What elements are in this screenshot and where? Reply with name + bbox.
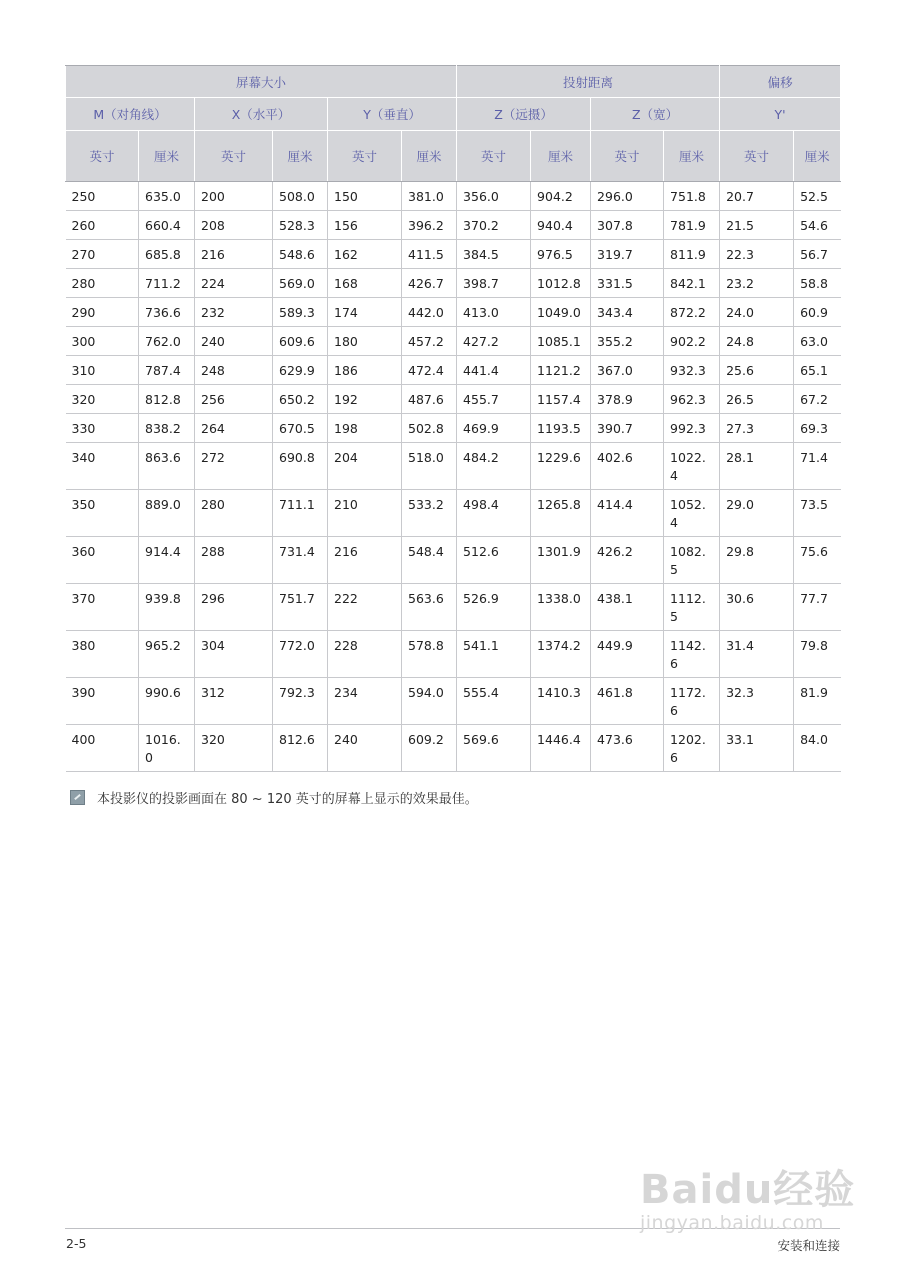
table-cell: 52.5 bbox=[794, 182, 841, 211]
header-wide: Z（宽） bbox=[591, 98, 720, 131]
table-cell: 670.5 bbox=[273, 414, 328, 443]
unit-header-cell: 厘米 bbox=[664, 131, 720, 182]
table-cell: 472.4 bbox=[402, 356, 457, 385]
header-offset: 偏移 bbox=[720, 66, 841, 98]
table-cell: 240 bbox=[195, 327, 273, 356]
table-row bbox=[66, 490, 841, 537]
table-row bbox=[66, 211, 841, 240]
table-row bbox=[66, 631, 841, 678]
table-cell: 186 bbox=[328, 356, 402, 385]
table-cell: 1229.6 bbox=[531, 443, 591, 490]
watermark-main: Baidu经验 bbox=[640, 1167, 856, 1213]
table-row bbox=[66, 356, 841, 385]
table-cell: 427.2 bbox=[457, 327, 531, 356]
table-cell: 1193.5 bbox=[531, 414, 591, 443]
table-cell: 28.1 bbox=[720, 443, 794, 490]
table-cell: 331.5 bbox=[591, 269, 664, 298]
table-cell: 162 bbox=[328, 240, 402, 269]
table-cell: 449.9 bbox=[591, 631, 664, 678]
table-cell: 635.0 bbox=[139, 182, 195, 211]
table-cell: 411.5 bbox=[402, 240, 457, 269]
table-cell: 54.6 bbox=[794, 211, 841, 240]
table-cell: 310 bbox=[66, 356, 139, 385]
page-number: 2-5 bbox=[66, 1236, 87, 1251]
header-vertical: Y（垂直） bbox=[328, 98, 457, 131]
header-throw-distance: 投射距离 bbox=[457, 66, 720, 98]
table-cell: 208 bbox=[195, 211, 273, 240]
table-cell: 260 bbox=[66, 211, 139, 240]
table-cell: 1410.3 bbox=[531, 678, 591, 725]
table-cell: 650.2 bbox=[273, 385, 328, 414]
table-cell: 296.0 bbox=[591, 182, 664, 211]
table-cell: 360 bbox=[66, 537, 139, 584]
table-body bbox=[66, 182, 841, 772]
table-cell: 400 bbox=[66, 725, 139, 772]
table-cell: 224 bbox=[195, 269, 273, 298]
table-cell: 56.7 bbox=[794, 240, 841, 269]
unit-header-cell: 厘米 bbox=[139, 131, 195, 182]
unit-header-cell: 英寸 bbox=[457, 131, 531, 182]
table-cell: 1016.0 bbox=[139, 725, 195, 772]
table-cell: 204 bbox=[328, 443, 402, 490]
unit-header-cell: 英寸 bbox=[66, 131, 139, 182]
table-cell: 548.4 bbox=[402, 537, 457, 584]
table-cell: 1338.0 bbox=[531, 584, 591, 631]
table-cell: 976.5 bbox=[531, 240, 591, 269]
table-cell: 1085.1 bbox=[531, 327, 591, 356]
table-cell: 343.4 bbox=[591, 298, 664, 327]
table-cell: 863.6 bbox=[139, 443, 195, 490]
table-cell: 280 bbox=[195, 490, 273, 537]
table-cell: 731.4 bbox=[273, 537, 328, 584]
table-cell: 512.6 bbox=[457, 537, 531, 584]
table-cell: 210 bbox=[328, 490, 402, 537]
table-cell: 156 bbox=[328, 211, 402, 240]
table-cell: 232 bbox=[195, 298, 273, 327]
table-cell: 378.9 bbox=[591, 385, 664, 414]
table-cell: 180 bbox=[328, 327, 402, 356]
table-cell: 872.2 bbox=[664, 298, 720, 327]
table-cell: 300 bbox=[66, 327, 139, 356]
table-cell: 200 bbox=[195, 182, 273, 211]
table-cell: 660.4 bbox=[139, 211, 195, 240]
baidu-watermark bbox=[640, 1168, 860, 1248]
table-cell: 569.0 bbox=[273, 269, 328, 298]
table-cell: 932.3 bbox=[664, 356, 720, 385]
table-cell: 569.6 bbox=[457, 725, 531, 772]
table-cell: 150 bbox=[328, 182, 402, 211]
table-cell: 609.6 bbox=[273, 327, 328, 356]
table-cell: 216 bbox=[195, 240, 273, 269]
table-cell: 533.2 bbox=[402, 490, 457, 537]
table-cell: 222 bbox=[328, 584, 402, 631]
table-cell: 24.8 bbox=[720, 327, 794, 356]
table-cell: 469.9 bbox=[457, 414, 531, 443]
table-cell: 192 bbox=[328, 385, 402, 414]
table-cell: 1172.6 bbox=[664, 678, 720, 725]
table-cell: 940.4 bbox=[531, 211, 591, 240]
table-cell: 270 bbox=[66, 240, 139, 269]
table-cell: 234 bbox=[328, 678, 402, 725]
table-row bbox=[66, 443, 841, 490]
table-cell: 73.5 bbox=[794, 490, 841, 537]
table-cell: 63.0 bbox=[794, 327, 841, 356]
table-cell: 84.0 bbox=[794, 725, 841, 772]
table-cell: 787.4 bbox=[139, 356, 195, 385]
table-cell: 690.8 bbox=[273, 443, 328, 490]
table-cell: 578.8 bbox=[402, 631, 457, 678]
table-cell: 58.8 bbox=[794, 269, 841, 298]
table-cell: 330 bbox=[66, 414, 139, 443]
table-cell: 1022.4 bbox=[664, 443, 720, 490]
table-cell: 842.1 bbox=[664, 269, 720, 298]
table-cell: 20.7 bbox=[720, 182, 794, 211]
table-cell: 350 bbox=[66, 490, 139, 537]
table-cell: 24.0 bbox=[720, 298, 794, 327]
table-cell: 312 bbox=[195, 678, 273, 725]
table-cell: 248 bbox=[195, 356, 273, 385]
table-cell: 31.4 bbox=[720, 631, 794, 678]
table-cell: 1301.9 bbox=[531, 537, 591, 584]
table-cell: 81.9 bbox=[794, 678, 841, 725]
table-cell: 992.3 bbox=[664, 414, 720, 443]
table-cell: 526.9 bbox=[457, 584, 531, 631]
table-cell: 198 bbox=[328, 414, 402, 443]
watermark-sub: jingyan.baidu.com bbox=[640, 1212, 824, 1234]
table-cell: 27.3 bbox=[720, 414, 794, 443]
table-cell: 518.0 bbox=[402, 443, 457, 490]
table-cell: 272 bbox=[195, 443, 273, 490]
table-cell: 398.7 bbox=[457, 269, 531, 298]
section-title: 安装和连接 bbox=[777, 1238, 840, 1253]
table-cell: 736.6 bbox=[139, 298, 195, 327]
table-cell: 904.2 bbox=[531, 182, 591, 211]
table-cell: 414.4 bbox=[591, 490, 664, 537]
table-cell: 390.7 bbox=[591, 414, 664, 443]
table-cell: 23.2 bbox=[720, 269, 794, 298]
table-cell: 939.8 bbox=[139, 584, 195, 631]
header-screen-size: 屏幕大小 bbox=[66, 66, 457, 98]
table-cell: 390 bbox=[66, 678, 139, 725]
table-cell: 307.8 bbox=[591, 211, 664, 240]
table-cell: 304 bbox=[195, 631, 273, 678]
table-cell: 69.3 bbox=[794, 414, 841, 443]
table-cell: 528.3 bbox=[273, 211, 328, 240]
table-cell: 256 bbox=[195, 385, 273, 414]
table-cell: 751.7 bbox=[273, 584, 328, 631]
table-cell: 381.0 bbox=[402, 182, 457, 211]
table-cell: 762.0 bbox=[139, 327, 195, 356]
table-cell: 441.4 bbox=[457, 356, 531, 385]
table-cell: 250 bbox=[66, 182, 139, 211]
note bbox=[70, 788, 478, 807]
table-cell: 33.1 bbox=[720, 725, 794, 772]
table-cell: 1157.4 bbox=[531, 385, 591, 414]
table-cell: 889.0 bbox=[139, 490, 195, 537]
table-cell: 370.2 bbox=[457, 211, 531, 240]
table-cell: 367.0 bbox=[591, 356, 664, 385]
table-cell: 548.6 bbox=[273, 240, 328, 269]
table-cell: 25.6 bbox=[720, 356, 794, 385]
table-cell: 67.2 bbox=[794, 385, 841, 414]
table-cell: 962.3 bbox=[664, 385, 720, 414]
header-horizontal: X（水平） bbox=[195, 98, 328, 131]
unit-header-cell: 英寸 bbox=[328, 131, 402, 182]
table-row bbox=[66, 298, 841, 327]
table-row bbox=[66, 678, 841, 725]
table-cell: 426.7 bbox=[402, 269, 457, 298]
table-cell: 216 bbox=[328, 537, 402, 584]
table-cell: 1049.0 bbox=[531, 298, 591, 327]
table-cell: 402.6 bbox=[591, 443, 664, 490]
table-cell: 356.0 bbox=[457, 182, 531, 211]
table-cell: 65.1 bbox=[794, 356, 841, 385]
header-y-prime: Y' bbox=[720, 98, 841, 131]
table-cell: 812.8 bbox=[139, 385, 195, 414]
table-cell: 685.8 bbox=[139, 240, 195, 269]
table-cell: 484.2 bbox=[457, 443, 531, 490]
table-cell: 320 bbox=[66, 385, 139, 414]
table-cell: 965.2 bbox=[139, 631, 195, 678]
table-cell: 21.5 bbox=[720, 211, 794, 240]
table-cell: 228 bbox=[328, 631, 402, 678]
table-cell: 1012.8 bbox=[531, 269, 591, 298]
table-row bbox=[66, 414, 841, 443]
table-cell: 1142.6 bbox=[664, 631, 720, 678]
table-cell: 1052.4 bbox=[664, 490, 720, 537]
table-cell: 426.2 bbox=[591, 537, 664, 584]
note-text: 本投影仪的投影画面在 80 ~ 120 英寸的屏幕上显示的效果最佳。 bbox=[97, 792, 478, 807]
table-cell: 340 bbox=[66, 443, 139, 490]
table-cell: 502.8 bbox=[402, 414, 457, 443]
table-cell: 473.6 bbox=[591, 725, 664, 772]
table-cell: 914.4 bbox=[139, 537, 195, 584]
table-cell: 290 bbox=[66, 298, 139, 327]
table-cell: 811.9 bbox=[664, 240, 720, 269]
unit-header-cell: 厘米 bbox=[273, 131, 328, 182]
table-cell: 990.6 bbox=[139, 678, 195, 725]
unit-header-row bbox=[66, 131, 841, 182]
table-cell: 594.0 bbox=[402, 678, 457, 725]
table-cell: 498.4 bbox=[457, 490, 531, 537]
table-row bbox=[66, 385, 841, 414]
table-cell: 1265.8 bbox=[531, 490, 591, 537]
table-cell: 461.8 bbox=[591, 678, 664, 725]
table-cell: 442.0 bbox=[402, 298, 457, 327]
table-cell: 1121.2 bbox=[531, 356, 591, 385]
table-cell: 26.5 bbox=[720, 385, 794, 414]
table-cell: 838.2 bbox=[139, 414, 195, 443]
note-icon bbox=[70, 790, 85, 805]
table-cell: 77.7 bbox=[794, 584, 841, 631]
table-cell: 609.2 bbox=[402, 725, 457, 772]
table-cell: 1202.6 bbox=[664, 725, 720, 772]
table-cell: 22.3 bbox=[720, 240, 794, 269]
table-cell: 711.2 bbox=[139, 269, 195, 298]
table-cell: 455.7 bbox=[457, 385, 531, 414]
table-cell: 781.9 bbox=[664, 211, 720, 240]
table-cell: 320 bbox=[195, 725, 273, 772]
table-cell: 812.6 bbox=[273, 725, 328, 772]
table-cell: 1112.5 bbox=[664, 584, 720, 631]
table-row bbox=[66, 240, 841, 269]
table-cell: 508.0 bbox=[273, 182, 328, 211]
table-cell: 280 bbox=[66, 269, 139, 298]
table-cell: 384.5 bbox=[457, 240, 531, 269]
projection-distance-table-wrap bbox=[65, 65, 840, 772]
table-cell: 288 bbox=[195, 537, 273, 584]
table-cell: 319.7 bbox=[591, 240, 664, 269]
table-row bbox=[66, 584, 841, 631]
table-cell: 79.8 bbox=[794, 631, 841, 678]
table-cell: 563.6 bbox=[402, 584, 457, 631]
table-cell: 629.9 bbox=[273, 356, 328, 385]
unit-header-cell: 英寸 bbox=[591, 131, 664, 182]
unit-header-cell: 厘米 bbox=[794, 131, 841, 182]
table-cell: 555.4 bbox=[457, 678, 531, 725]
table-cell: 1446.4 bbox=[531, 725, 591, 772]
table-cell: 168 bbox=[328, 269, 402, 298]
unit-header-cell: 厘米 bbox=[402, 131, 457, 182]
table-cell: 355.2 bbox=[591, 327, 664, 356]
table-cell: 240 bbox=[328, 725, 402, 772]
table-cell: 264 bbox=[195, 414, 273, 443]
table-cell: 487.6 bbox=[402, 385, 457, 414]
table-cell: 457.2 bbox=[402, 327, 457, 356]
table-cell: 541.1 bbox=[457, 631, 531, 678]
table-cell: 792.3 bbox=[273, 678, 328, 725]
table-cell: 296 bbox=[195, 584, 273, 631]
table-cell: 1374.2 bbox=[531, 631, 591, 678]
table-row bbox=[66, 269, 841, 298]
table-cell: 60.9 bbox=[794, 298, 841, 327]
table-cell: 32.3 bbox=[720, 678, 794, 725]
unit-header-cell: 英寸 bbox=[720, 131, 794, 182]
table-row bbox=[66, 182, 841, 211]
table-cell: 711.1 bbox=[273, 490, 328, 537]
table-cell: 75.6 bbox=[794, 537, 841, 584]
table-cell: 380 bbox=[66, 631, 139, 678]
projection-distance-table bbox=[65, 65, 841, 772]
table-cell: 370 bbox=[66, 584, 139, 631]
table-cell: 751.8 bbox=[664, 182, 720, 211]
table-cell: 1082.5 bbox=[664, 537, 720, 584]
unit-header-cell: 厘米 bbox=[531, 131, 591, 182]
table-cell: 772.0 bbox=[273, 631, 328, 678]
table-cell: 71.4 bbox=[794, 443, 841, 490]
table-row bbox=[66, 725, 841, 772]
table-row bbox=[66, 327, 841, 356]
table-cell: 29.0 bbox=[720, 490, 794, 537]
table-cell: 396.2 bbox=[402, 211, 457, 240]
header-diagonal: M（对角线） bbox=[66, 98, 195, 131]
table-cell: 413.0 bbox=[457, 298, 531, 327]
table-cell: 902.2 bbox=[664, 327, 720, 356]
table-cell: 30.6 bbox=[720, 584, 794, 631]
table-cell: 174 bbox=[328, 298, 402, 327]
header-tele: Z（远摄） bbox=[457, 98, 591, 131]
table-cell: 589.3 bbox=[273, 298, 328, 327]
table-cell: 29.8 bbox=[720, 537, 794, 584]
table-row bbox=[66, 537, 841, 584]
unit-header-cell: 英寸 bbox=[195, 131, 273, 182]
table-cell: 438.1 bbox=[591, 584, 664, 631]
